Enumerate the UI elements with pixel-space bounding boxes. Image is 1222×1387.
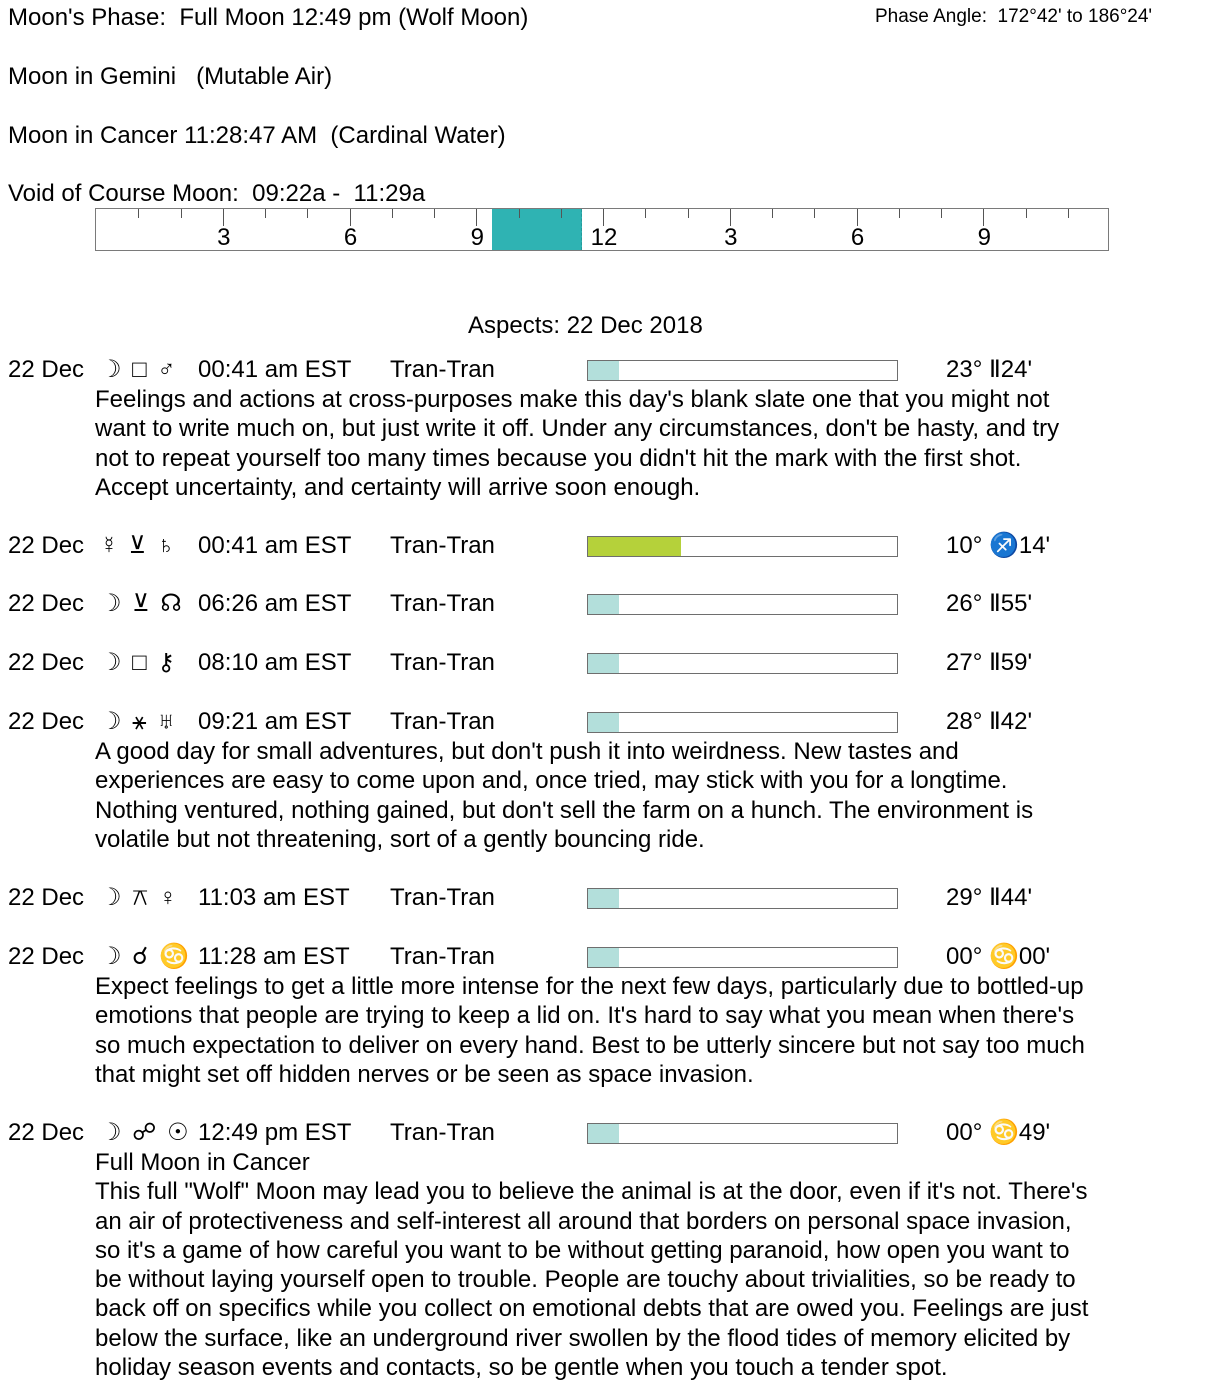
description-line: This full "Wolf" Moon may lead you to believe the animal is at the door, even if it's not. There's bbox=[95, 1178, 1088, 1206]
aspect-date: 22 Dec bbox=[8, 590, 85, 617]
timeline-tick bbox=[181, 209, 182, 218]
aspect-type: Tran-Tran bbox=[390, 590, 495, 617]
description-line: so much expectation to deliver on every hand. Best to be utterly sincere but not say too much bbox=[95, 1031, 1085, 1059]
aspect-strength-fill bbox=[588, 537, 681, 556]
aspect-strength-fill bbox=[588, 654, 619, 673]
aspect-description bbox=[95, 385, 1205, 502]
aspects-title: Aspects: 22 Dec 2018 bbox=[468, 312, 703, 339]
description-line: volatile but not threatening, sort of a gently bouncing ride. bbox=[95, 825, 705, 853]
timeline-tick bbox=[941, 209, 942, 218]
aspect-strength-bar bbox=[587, 653, 898, 674]
aspect-position: 00° ♋49' bbox=[946, 1119, 1051, 1146]
aspect-strength-fill bbox=[588, 889, 619, 908]
aspect-position: 26° Ⅱ55' bbox=[946, 590, 1033, 617]
description-line: an air of protectiveness and self-interest all around that borders on personal space invasion, bbox=[95, 1207, 1072, 1235]
aspect-strength-fill bbox=[588, 1124, 619, 1143]
description-line: Expect feelings to get a little more intense for the next few days, particularly due to bottled-up bbox=[95, 973, 1084, 1000]
moon-sign-cancer: Moon in Cancer 11:28:47 AM (Cardinal Water) bbox=[8, 122, 506, 149]
aspect-type: Tran-Tran bbox=[390, 884, 495, 911]
aspect-row bbox=[8, 708, 550, 736]
timeline-hour-label: 3 bbox=[724, 224, 738, 251]
description-line: be without laying yourself open to trouble. People are touchy about trivialities, so be ready to bbox=[95, 1266, 1076, 1294]
aspect-glyphs: ☽ □ ♂ bbox=[100, 356, 178, 383]
description-line: that might set off hidden nerves or be seen as space invasion. bbox=[95, 1060, 754, 1088]
aspect-time: 11:28 am EST bbox=[198, 943, 350, 970]
moon-sign-gemini: Moon in Gemini (Mutable Air) bbox=[8, 63, 333, 90]
aspect-time: 08:10 am EST bbox=[198, 649, 352, 676]
aspect-row bbox=[8, 356, 550, 384]
aspect-type: Tran-Tran bbox=[390, 1119, 495, 1146]
aspect-row bbox=[8, 590, 550, 618]
aspect-date: 22 Dec bbox=[8, 356, 85, 383]
aspect-glyphs: ☽ ⊻ ☊ bbox=[100, 590, 184, 617]
timeline-tick bbox=[772, 209, 773, 218]
timeline-tick bbox=[1068, 209, 1069, 218]
timeline-hour-label: 6 bbox=[850, 224, 865, 251]
aspect-date: 22 Dec bbox=[8, 884, 85, 911]
aspect-description bbox=[95, 737, 1205, 854]
aspect-description bbox=[95, 972, 1205, 1089]
aspect-position: 23° Ⅱ24' bbox=[946, 356, 1033, 383]
aspect-time: 00:41 am EST bbox=[198, 356, 352, 383]
timeline-hour-label: 12 bbox=[590, 224, 618, 251]
timeline-tick bbox=[814, 209, 815, 218]
aspect-glyphs: ☽ ⚻ ♀ bbox=[100, 884, 179, 911]
aspect-strength-bar bbox=[587, 947, 898, 968]
aspect-strength-bar bbox=[587, 594, 898, 615]
aspect-date: 22 Dec bbox=[8, 532, 85, 559]
description-line: want to write much on, but just write it off. Under any circumstances, don't be hasty, and try bbox=[95, 415, 1060, 443]
aspect-glyphs: ☽ ☌ ♋ bbox=[100, 943, 191, 970]
aspect-row bbox=[8, 649, 550, 677]
description-line: back off on specifics while you collect on emotional debts that are owed you. Feelings are just bbox=[95, 1295, 1089, 1323]
aspect-glyphs: ☽ □ ⚷ bbox=[100, 649, 177, 676]
void-of-course: Void of Course Moon: 09:22a - 11:29a bbox=[8, 180, 426, 207]
description-line: below the surface, like an underground river swollen by the flood tides of memory elicited by bbox=[95, 1324, 1071, 1352]
aspect-glyphs: ☽ ⚹ ♅ bbox=[100, 708, 178, 735]
aspect-strength-bar bbox=[587, 712, 898, 733]
aspect-date: 22 Dec bbox=[8, 708, 85, 735]
timeline-tick bbox=[645, 209, 646, 218]
aspect-position: 00° ♋00' bbox=[946, 943, 1051, 970]
void-of-course-timeline bbox=[95, 208, 1109, 251]
description-line: A good day for small adventures, but don't push it into weirdness. New tastes and bbox=[95, 738, 959, 765]
timeline-tick bbox=[1026, 209, 1027, 218]
aspect-strength-fill bbox=[588, 595, 619, 614]
aspect-time: 00:41 am EST bbox=[198, 532, 352, 559]
aspect-glyphs: ☿ ⊻ ♄ bbox=[100, 532, 177, 559]
timeline-tick bbox=[392, 209, 393, 218]
aspect-row bbox=[8, 884, 550, 912]
timeline-tick bbox=[899, 209, 900, 218]
timeline-tick bbox=[138, 209, 139, 218]
aspect-row bbox=[8, 943, 550, 971]
description-line: Accept uncertainty, and certainty will arrive soon enough. bbox=[95, 473, 701, 501]
description-line: Feelings and actions at cross-purposes make this day's blank slate one that you might not bbox=[95, 386, 1050, 413]
aspect-strength-fill bbox=[588, 948, 619, 967]
aspect-strength-bar bbox=[587, 536, 898, 557]
aspect-position: 27° Ⅱ59' bbox=[946, 649, 1033, 676]
moon-phase: Moon's Phase: Full Moon 12:49 pm (Wolf Moon) bbox=[8, 4, 529, 31]
description-line: emotions that people are trying to keep a lid on. It's hard to say what you mean when there's bbox=[95, 1002, 1075, 1030]
timeline-tick bbox=[688, 209, 689, 218]
timeline-tick bbox=[519, 209, 520, 218]
aspect-date: 22 Dec bbox=[8, 1119, 85, 1146]
aspect-glyphs: ☽ ☍ ☉ bbox=[100, 1119, 191, 1146]
timeline-tick bbox=[434, 209, 435, 218]
aspect-description bbox=[95, 1148, 1205, 1382]
timeline-tick bbox=[307, 209, 308, 218]
aspect-time: 06:26 am EST bbox=[198, 590, 352, 617]
description-line: Nothing ventured, nothing gained, but don't sell the farm on a hunch. The environment is bbox=[95, 796, 1034, 824]
void-period-block bbox=[492, 209, 582, 250]
description-line: so it's a game of how careful you want to be without getting paranoid, how open you want to bbox=[95, 1236, 1070, 1264]
aspect-type: Tran-Tran bbox=[390, 532, 495, 559]
aspect-type: Tran-Tran bbox=[390, 943, 495, 970]
aspect-position: 28° Ⅱ42' bbox=[946, 708, 1033, 735]
aspect-time: 09:21 am EST bbox=[198, 708, 352, 735]
timeline-hour-label: 9 bbox=[977, 224, 991, 251]
aspect-time: 11:03 am EST bbox=[198, 884, 350, 911]
aspect-strength-bar bbox=[587, 888, 898, 909]
aspect-strength-fill bbox=[588, 713, 619, 732]
aspect-position: 29° Ⅱ44' bbox=[946, 884, 1033, 911]
aspect-row bbox=[8, 1119, 550, 1147]
timeline-hour-label: 9 bbox=[470, 224, 484, 251]
aspect-strength-fill bbox=[588, 361, 619, 380]
aspect-type: Tran-Tran bbox=[390, 356, 495, 383]
timeline-hour-label: 6 bbox=[343, 224, 358, 251]
timeline-tick bbox=[265, 209, 266, 218]
aspect-position: 10° ♐14' bbox=[946, 532, 1051, 559]
phase-angle: Phase Angle: 172°42' to 186°24' bbox=[875, 6, 1153, 27]
description-line: experiences are easy to come upon and, once tried, may stick with you for a longtime. bbox=[95, 767, 1008, 795]
description-line: Full Moon in Cancer bbox=[95, 1149, 310, 1176]
aspect-type: Tran-Tran bbox=[390, 649, 495, 676]
aspect-date: 22 Dec bbox=[8, 649, 85, 676]
description-line: holiday season events and contacts, so be gentle when you touch a tender spot. bbox=[95, 1354, 948, 1382]
description-line: not to repeat yourself too many times because you didn't hit the mark with the first shot. bbox=[95, 444, 1022, 472]
aspect-type: Tran-Tran bbox=[390, 708, 495, 735]
aspect-strength-bar bbox=[587, 1123, 898, 1144]
aspect-time: 12:49 pm EST bbox=[198, 1119, 352, 1146]
aspect-strength-bar bbox=[587, 360, 898, 381]
aspect-row bbox=[8, 532, 550, 560]
aspect-date: 22 Dec bbox=[8, 943, 85, 970]
timeline-tick bbox=[561, 209, 562, 218]
timeline-hour-label: 3 bbox=[217, 224, 231, 251]
